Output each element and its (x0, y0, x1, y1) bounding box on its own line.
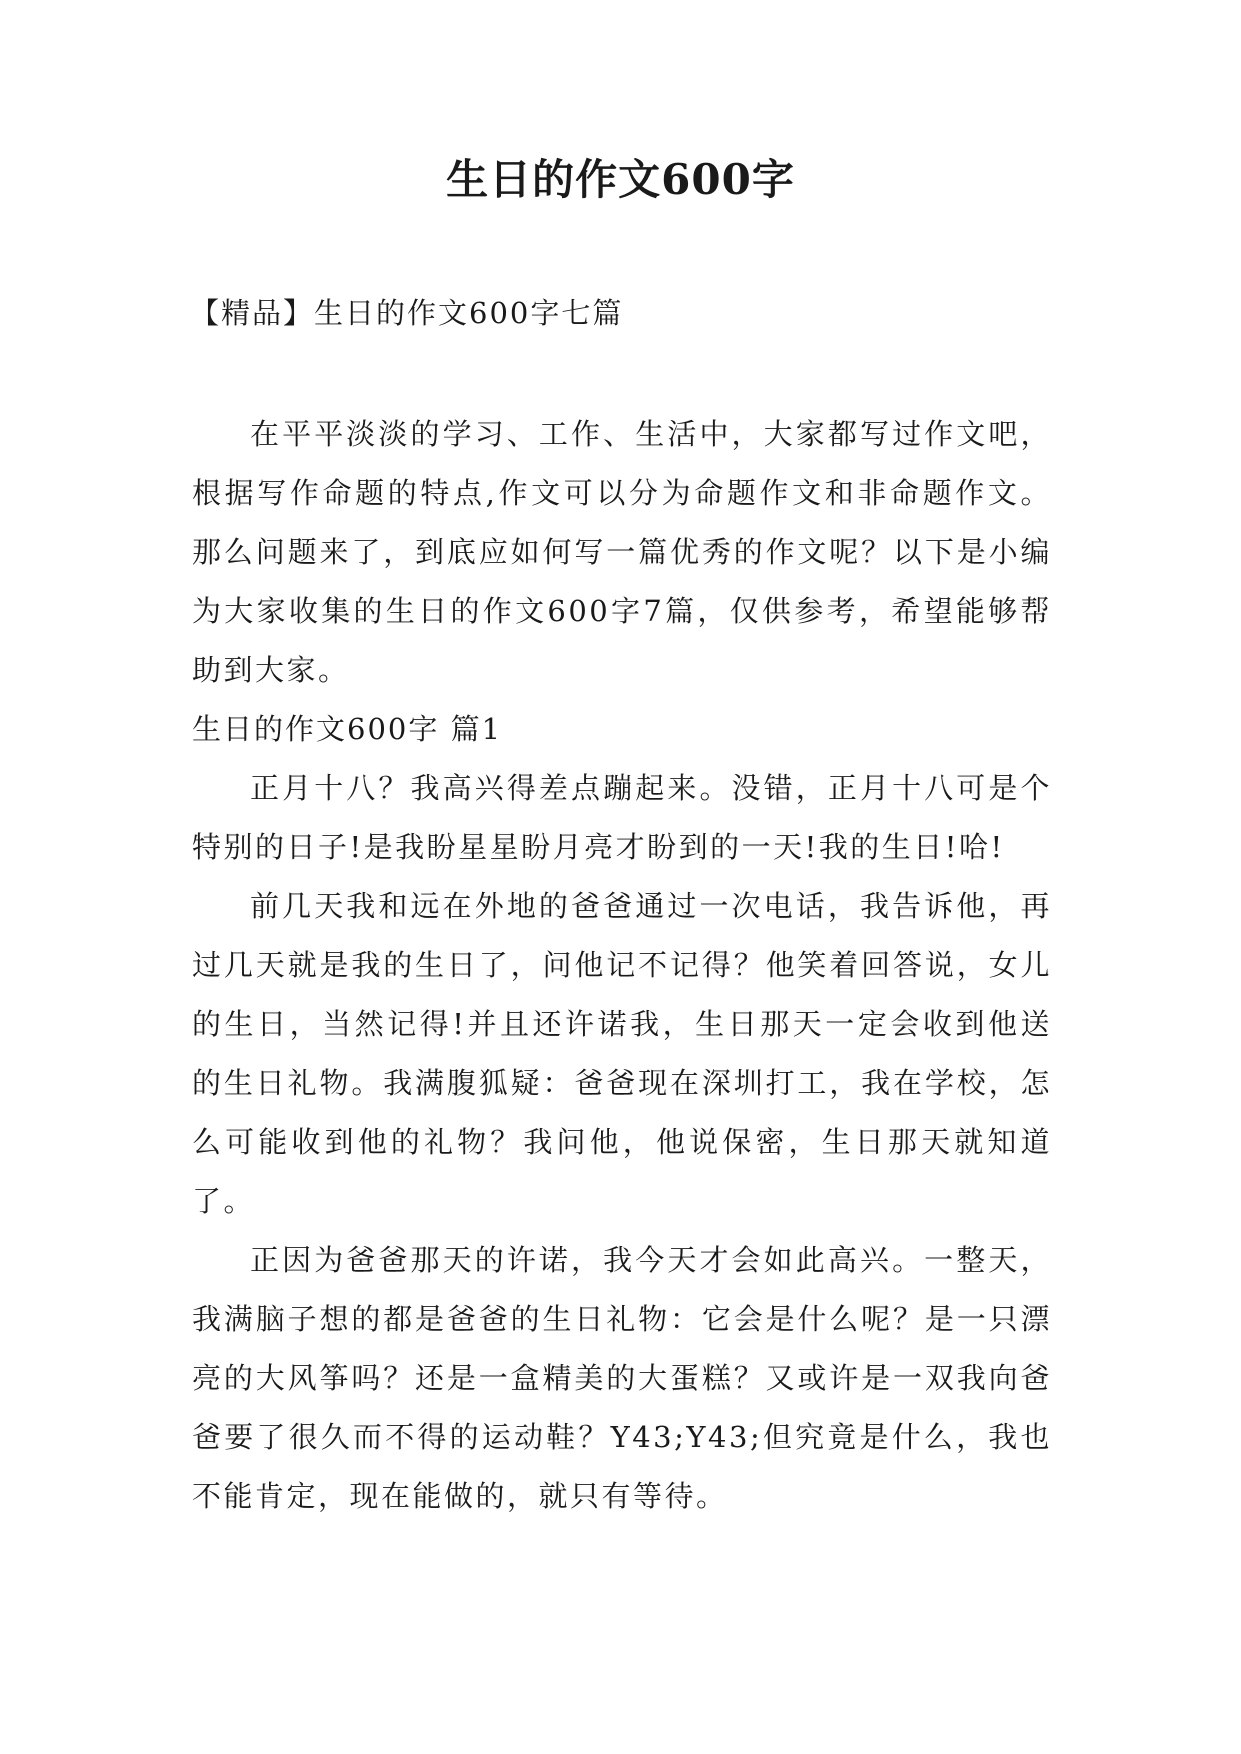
document-title: 生日的作文600字 (446, 155, 795, 204)
intro-paragraph: 在平平淡淡的学习、工作、生活中，大家都写过作文吧，根据写作命题的特点,作文可以分为命题作文和非命题作文。那么问题来了，到底应如何写一篇优秀的作文呢？以下是小编为大家收集的生日的作文600字7篇，仅供参考，希望能够帮助到大家。 (192, 417, 1052, 687)
document-body (192, 405, 1052, 1526)
body-paragraph: 正因为爸爸那天的许诺，我今天才会如此高兴。一整天，我满脑子想的都是爸爸的生日礼物：它会是什么呢？是一只漂亮的大风筝吗？还是一盒精美的大蛋糕？又或许是一双我向爸爸要了很久而不得的运动鞋？Y43;Y43;但究竟是什么，我也不能肯定，现在能做的，就只有等待。 (192, 1243, 1052, 1513)
body-paragraph: 前几天我和远在外地的爸爸通过一次电话，我告诉他，再过几天就是我的生日了，问他记不记得？他笑着回答说，女儿的生日，当然记得!并且还许诺我，生日那天一定会收到他送的生日礼物。我满腹狐疑：爸爸现在深圳打工，我在学校，怎么可能收到他的礼物？我问他，他说保密，生日那天就知道了。 (192, 889, 1052, 1218)
document-subtitle: 【精品】生日的作文600字七篇 (190, 296, 624, 330)
body-paragraph: 正月十八？我高兴得差点蹦起来。没错，正月十八可是个特别的日子!是我盼星星盼月亮才盼到的一天!我的生日!哈! (192, 771, 1052, 864)
section-heading: 生日的作文600字 篇1 (192, 712, 503, 746)
